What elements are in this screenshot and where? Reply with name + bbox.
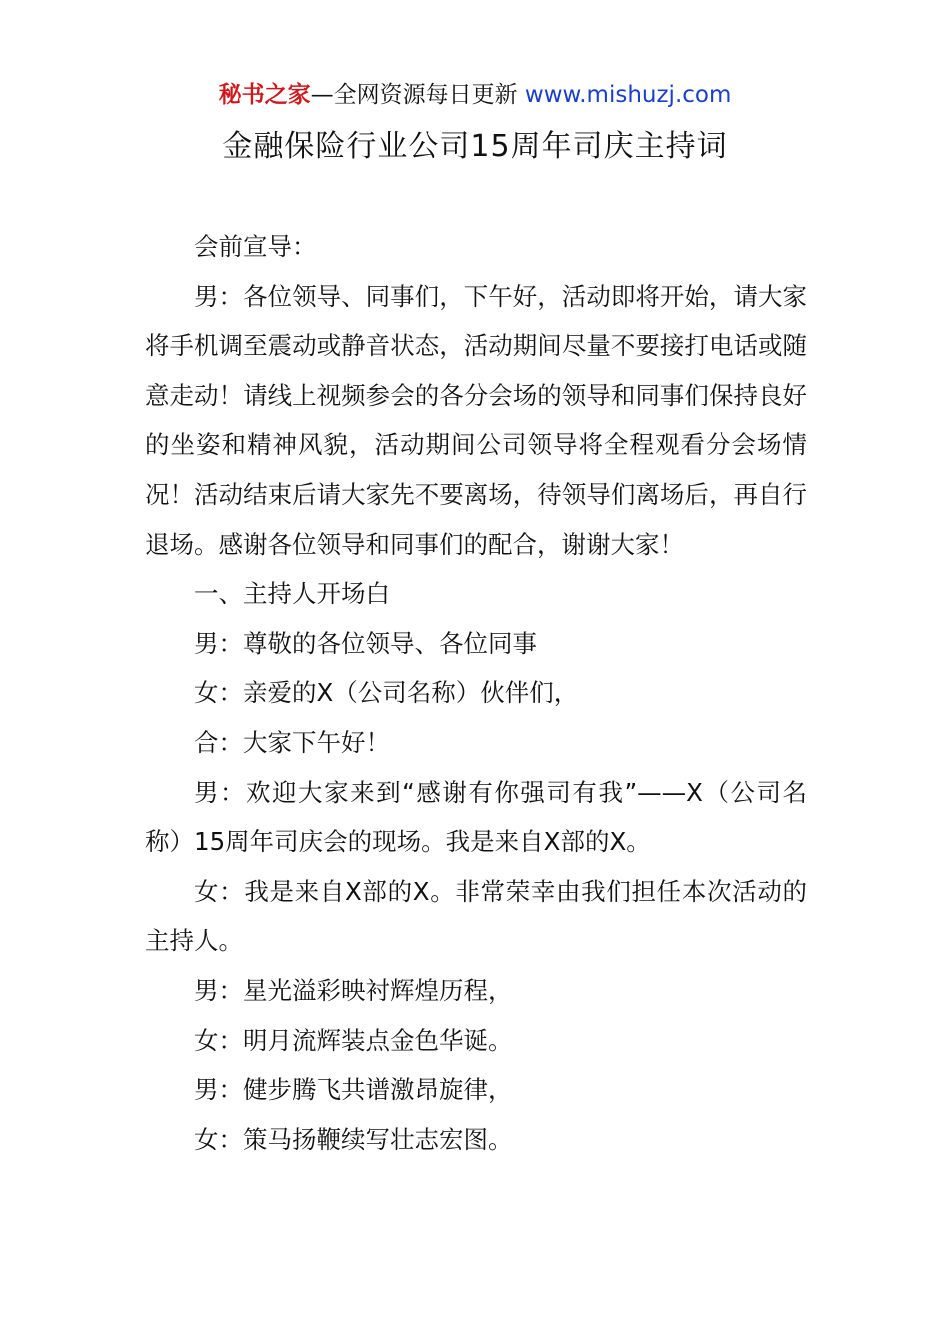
section-heading: 一、主持人开场白 — [194, 579, 390, 609]
header-tagline: —全网资源每日更新 — [310, 82, 525, 108]
paragraph: 会前宣导： — [194, 232, 317, 261]
paragraph: 女：策马扬鞭续写壮志宏图。 — [194, 1124, 513, 1154]
paragraph: 男：各位领导、同事们，下午好，活动即将开始，请大家将手机调至震动或静音状态，活动期间尽量不要接打电话或随意走动！请线上视频参会的各分会场的领导和同事们保持良好的坐姿和精神风貌，活动期间公司领导将全程观看分会场情况！活动结束后请大家先不要离场，待领导们离场后，再自行退场。感谢各位领导和同事们的配合，谢谢大家！ — [145, 281, 807, 559]
paragraph: 男：星光溢彩映衬辉煌历程， — [194, 975, 513, 1005]
paragraph: 合：大家下午好！ — [194, 727, 390, 757]
page-header — [0, 78, 950, 112]
paragraph: 男：健步腾飞共谱激昂旋律， — [194, 1075, 513, 1105]
paragraph: 女：亲爱的X（公司名称）伙伴们， — [194, 678, 579, 708]
document-body — [145, 222, 807, 1164]
paragraph: 女：明月流辉装点金色华诞。 — [194, 1025, 513, 1055]
paragraph: 男：尊敬的各位领导、各位同事 — [194, 628, 537, 658]
paragraph: 男：欢迎大家来到“感谢有你强司有我”——X（公司名称）15周年司庆会的现场。我是来自X部的X。 — [145, 777, 807, 857]
website-link[interactable]: www.mishuzj.com — [524, 82, 732, 108]
paragraph: 女：我是来自X部的X。非常荣幸由我们担任本次活动的主持人。 — [145, 876, 807, 956]
brand-name: 秘书之家 — [218, 82, 311, 108]
document-title: 金融保险行业公司15周年司庆主持词 — [222, 129, 728, 164]
